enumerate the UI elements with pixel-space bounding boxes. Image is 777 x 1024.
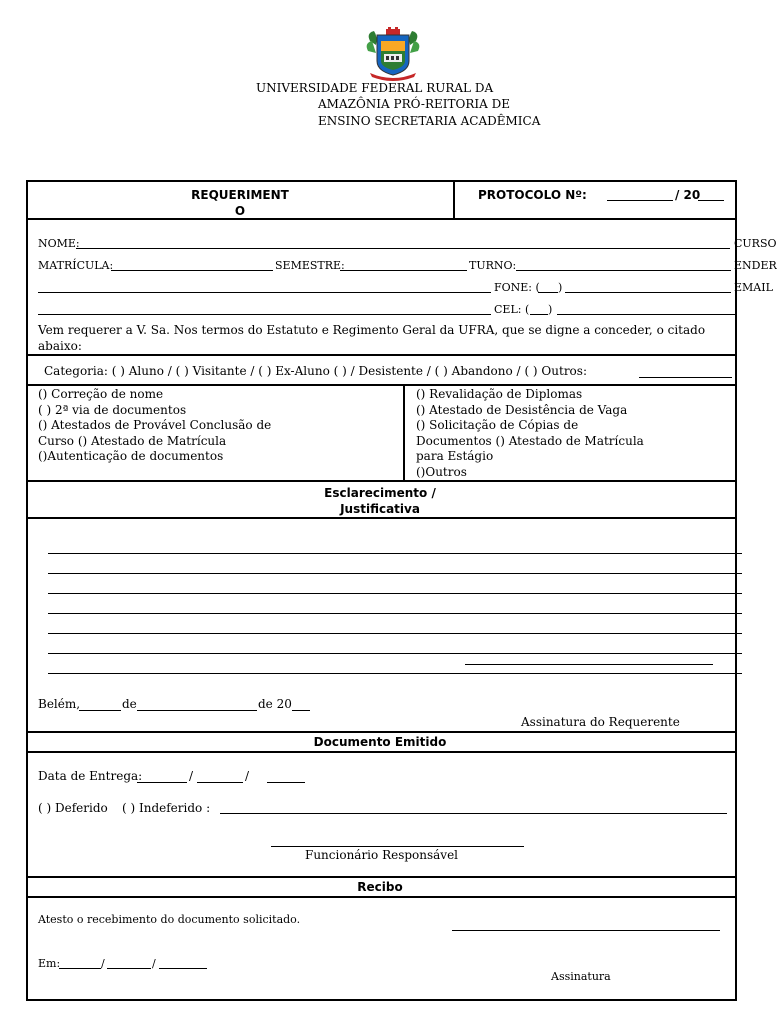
endereco-label: ENDER — [734, 259, 777, 272]
cel-close: ) — [548, 303, 553, 316]
categoria-ex-aluno[interactable]: ( ) Ex-Aluno — [258, 364, 330, 378]
data-entrega-month[interactable] — [197, 782, 243, 783]
request-text-2: abaixo: — [38, 339, 82, 353]
fone-input[interactable] — [565, 292, 731, 293]
matricula-label: MATRÍCULA: — [38, 259, 114, 272]
fone-label: FONE: ( — [494, 281, 540, 294]
request-text-1: Vem requerer a V. Sa. Nos termos do Estatuto e Regimento Geral da UFRA, que se digne a conceder, o citado — [38, 323, 706, 337]
data-entrega-year[interactable] — [267, 782, 305, 783]
recibo-assinatura-label: Assinatura — [551, 970, 611, 983]
divider-5 — [26, 517, 736, 519]
nome-input[interactable] — [76, 248, 730, 249]
categoria-desistente[interactable]: Desistente / — [358, 364, 431, 378]
divider-9 — [26, 896, 736, 898]
service-atestado-matricula[interactable]: Curso () Atestado de Matrícula — [38, 433, 227, 448]
justificativa-line-1[interactable] — [48, 553, 742, 554]
date-day-input[interactable] — [79, 710, 121, 711]
categoria-aluno[interactable]: ( ) Aluno / — [111, 364, 172, 378]
divider-7 — [26, 751, 736, 753]
turno-label: TURNO: — [469, 259, 517, 272]
extra-input[interactable] — [38, 314, 491, 315]
funcionario-signature-line[interactable] — [271, 846, 524, 847]
justificativa-line-4[interactable] — [48, 613, 742, 614]
indeferido-option[interactable]: ( ) Indeferido : — [122, 801, 211, 815]
justificativa-line-6[interactable] — [48, 653, 742, 654]
indeferido-reason-input[interactable] — [220, 813, 727, 814]
protocolo-year-line[interactable] — [698, 200, 724, 201]
form-title-line-2: O — [234, 204, 246, 218]
turno-input[interactable] — [516, 270, 731, 271]
matricula-input[interactable] — [111, 270, 273, 271]
date-de-2: de 20 — [258, 697, 292, 711]
endereco-input[interactable] — [38, 292, 491, 293]
em-label: Em: — [38, 957, 61, 970]
email-label: EMAIL — [734, 281, 773, 294]
header-line-1: UNIVERSIDADE FEDERAL RURAL DA — [256, 81, 494, 95]
recibo-slash-1: / — [101, 957, 105, 970]
date-de-1: de — [122, 697, 137, 711]
recibo-year[interactable] — [159, 968, 207, 969]
categoria-abandono[interactable]: ( ) Abandono / — [434, 364, 521, 378]
fone-close: ) — [558, 281, 563, 294]
protocolo-year: / 20 — [675, 188, 701, 202]
funcionario-label: Funcionário Responsável — [305, 848, 459, 862]
divider-6 — [26, 731, 736, 733]
university-logo — [364, 27, 422, 81]
cel-label: CEL: ( — [494, 303, 530, 316]
cel-ddd-input[interactable] — [530, 314, 548, 315]
divider-4 — [26, 480, 736, 482]
deferido-option[interactable]: ( ) Deferido — [38, 801, 108, 815]
recibo-signature-line[interactable] — [452, 930, 720, 931]
documento-title: Documento Emitido — [313, 735, 447, 749]
recibo-month[interactable] — [107, 968, 151, 969]
categoria-row — [44, 364, 587, 378]
justificativa-line-3[interactable] — [48, 593, 742, 594]
data-entrega-slash-2: / — [245, 769, 250, 783]
requerente-signature-label: Assinatura do Requerente — [521, 715, 680, 729]
recibo-slash-2: / — [152, 957, 156, 970]
cel-input[interactable] — [557, 314, 735, 315]
form-title — [190, 187, 290, 219]
categoria-visitante[interactable]: ( ) Visitante / — [175, 364, 255, 378]
recibo-day[interactable] — [59, 968, 101, 969]
service-revalidacao[interactable]: () Revalidação de Diplomas — [416, 387, 583, 401]
fone-ddd-input[interactable] — [538, 292, 558, 293]
atesto-text: Atesto o recebimento do documento solicitado. — [38, 913, 301, 926]
justificativa-title-2: Justificativa — [340, 502, 420, 516]
service-autenticacao[interactable]: ()Autenticação de documentos — [38, 449, 224, 463]
service-outros[interactable]: ()Outros — [416, 464, 467, 479]
header-line-3: ENSINO SECRETARIA ACADÊMICA — [318, 114, 541, 128]
title-divider — [453, 181, 455, 219]
categoria-blank[interactable]: ( ) / — [333, 364, 355, 378]
data-entrega-day[interactable] — [137, 782, 187, 783]
data-entrega-label: Data de Entrega: — [38, 769, 143, 783]
form-title-line-1: REQUERIMENT — [191, 188, 289, 202]
justificativa-title — [280, 485, 480, 517]
divider-1 — [26, 218, 736, 220]
categoria-outros-input[interactable] — [639, 377, 732, 378]
protocolo-number-line[interactable] — [607, 200, 673, 201]
protocolo-label: PROTOCOLO Nº: — [478, 188, 587, 202]
recibo-title: Recibo — [357, 880, 403, 894]
semestre-label: SEMESTRE: — [275, 259, 345, 272]
services-right — [416, 387, 644, 480]
service-correcao-nome[interactable]: () Correção de nome — [38, 387, 164, 401]
belem-label: Belém, — [38, 697, 81, 711]
services-left — [38, 387, 271, 465]
service-copias[interactable]: () Solicitação de Cópias de — [416, 418, 579, 432]
date-year-input[interactable] — [292, 710, 310, 711]
service-para-estagio: para Estágio — [416, 449, 494, 463]
divider-3 — [26, 384, 736, 386]
justificativa-title-1: Esclarecimento / — [324, 486, 436, 500]
categoria-label: Categoria: — [44, 364, 108, 378]
nome-label: NOME: — [38, 237, 80, 250]
categoria-outros[interactable]: ( ) Outros: — [524, 364, 587, 378]
justificativa-line-2[interactable] — [48, 573, 742, 574]
semestre-input[interactable] — [340, 270, 467, 271]
service-segunda-via[interactable]: ( ) 2ª via de documentos — [38, 402, 187, 417]
header-line-2: AMAZÔNIA PRÓ-REITORIA DE — [318, 97, 510, 111]
service-atestado-conclusao[interactable]: () Atestados de Provável Conclusão de — [38, 418, 272, 432]
justificativa-line-5[interactable] — [48, 633, 742, 634]
justificativa-line-7[interactable] — [48, 673, 742, 674]
divider-8 — [26, 876, 736, 878]
service-matricula-estagio[interactable]: Documentos () Atestado de Matrícula — [416, 433, 644, 448]
services-divider — [403, 385, 405, 481]
requerente-signature-line[interactable] — [465, 664, 713, 665]
data-entrega-slash-1: / — [189, 769, 194, 783]
divider-2 — [26, 354, 736, 356]
date-month-input[interactable] — [137, 710, 257, 711]
service-desistencia[interactable]: () Atestado de Desistência de Vaga — [416, 402, 628, 417]
curso-label: CURSO — [734, 237, 777, 250]
